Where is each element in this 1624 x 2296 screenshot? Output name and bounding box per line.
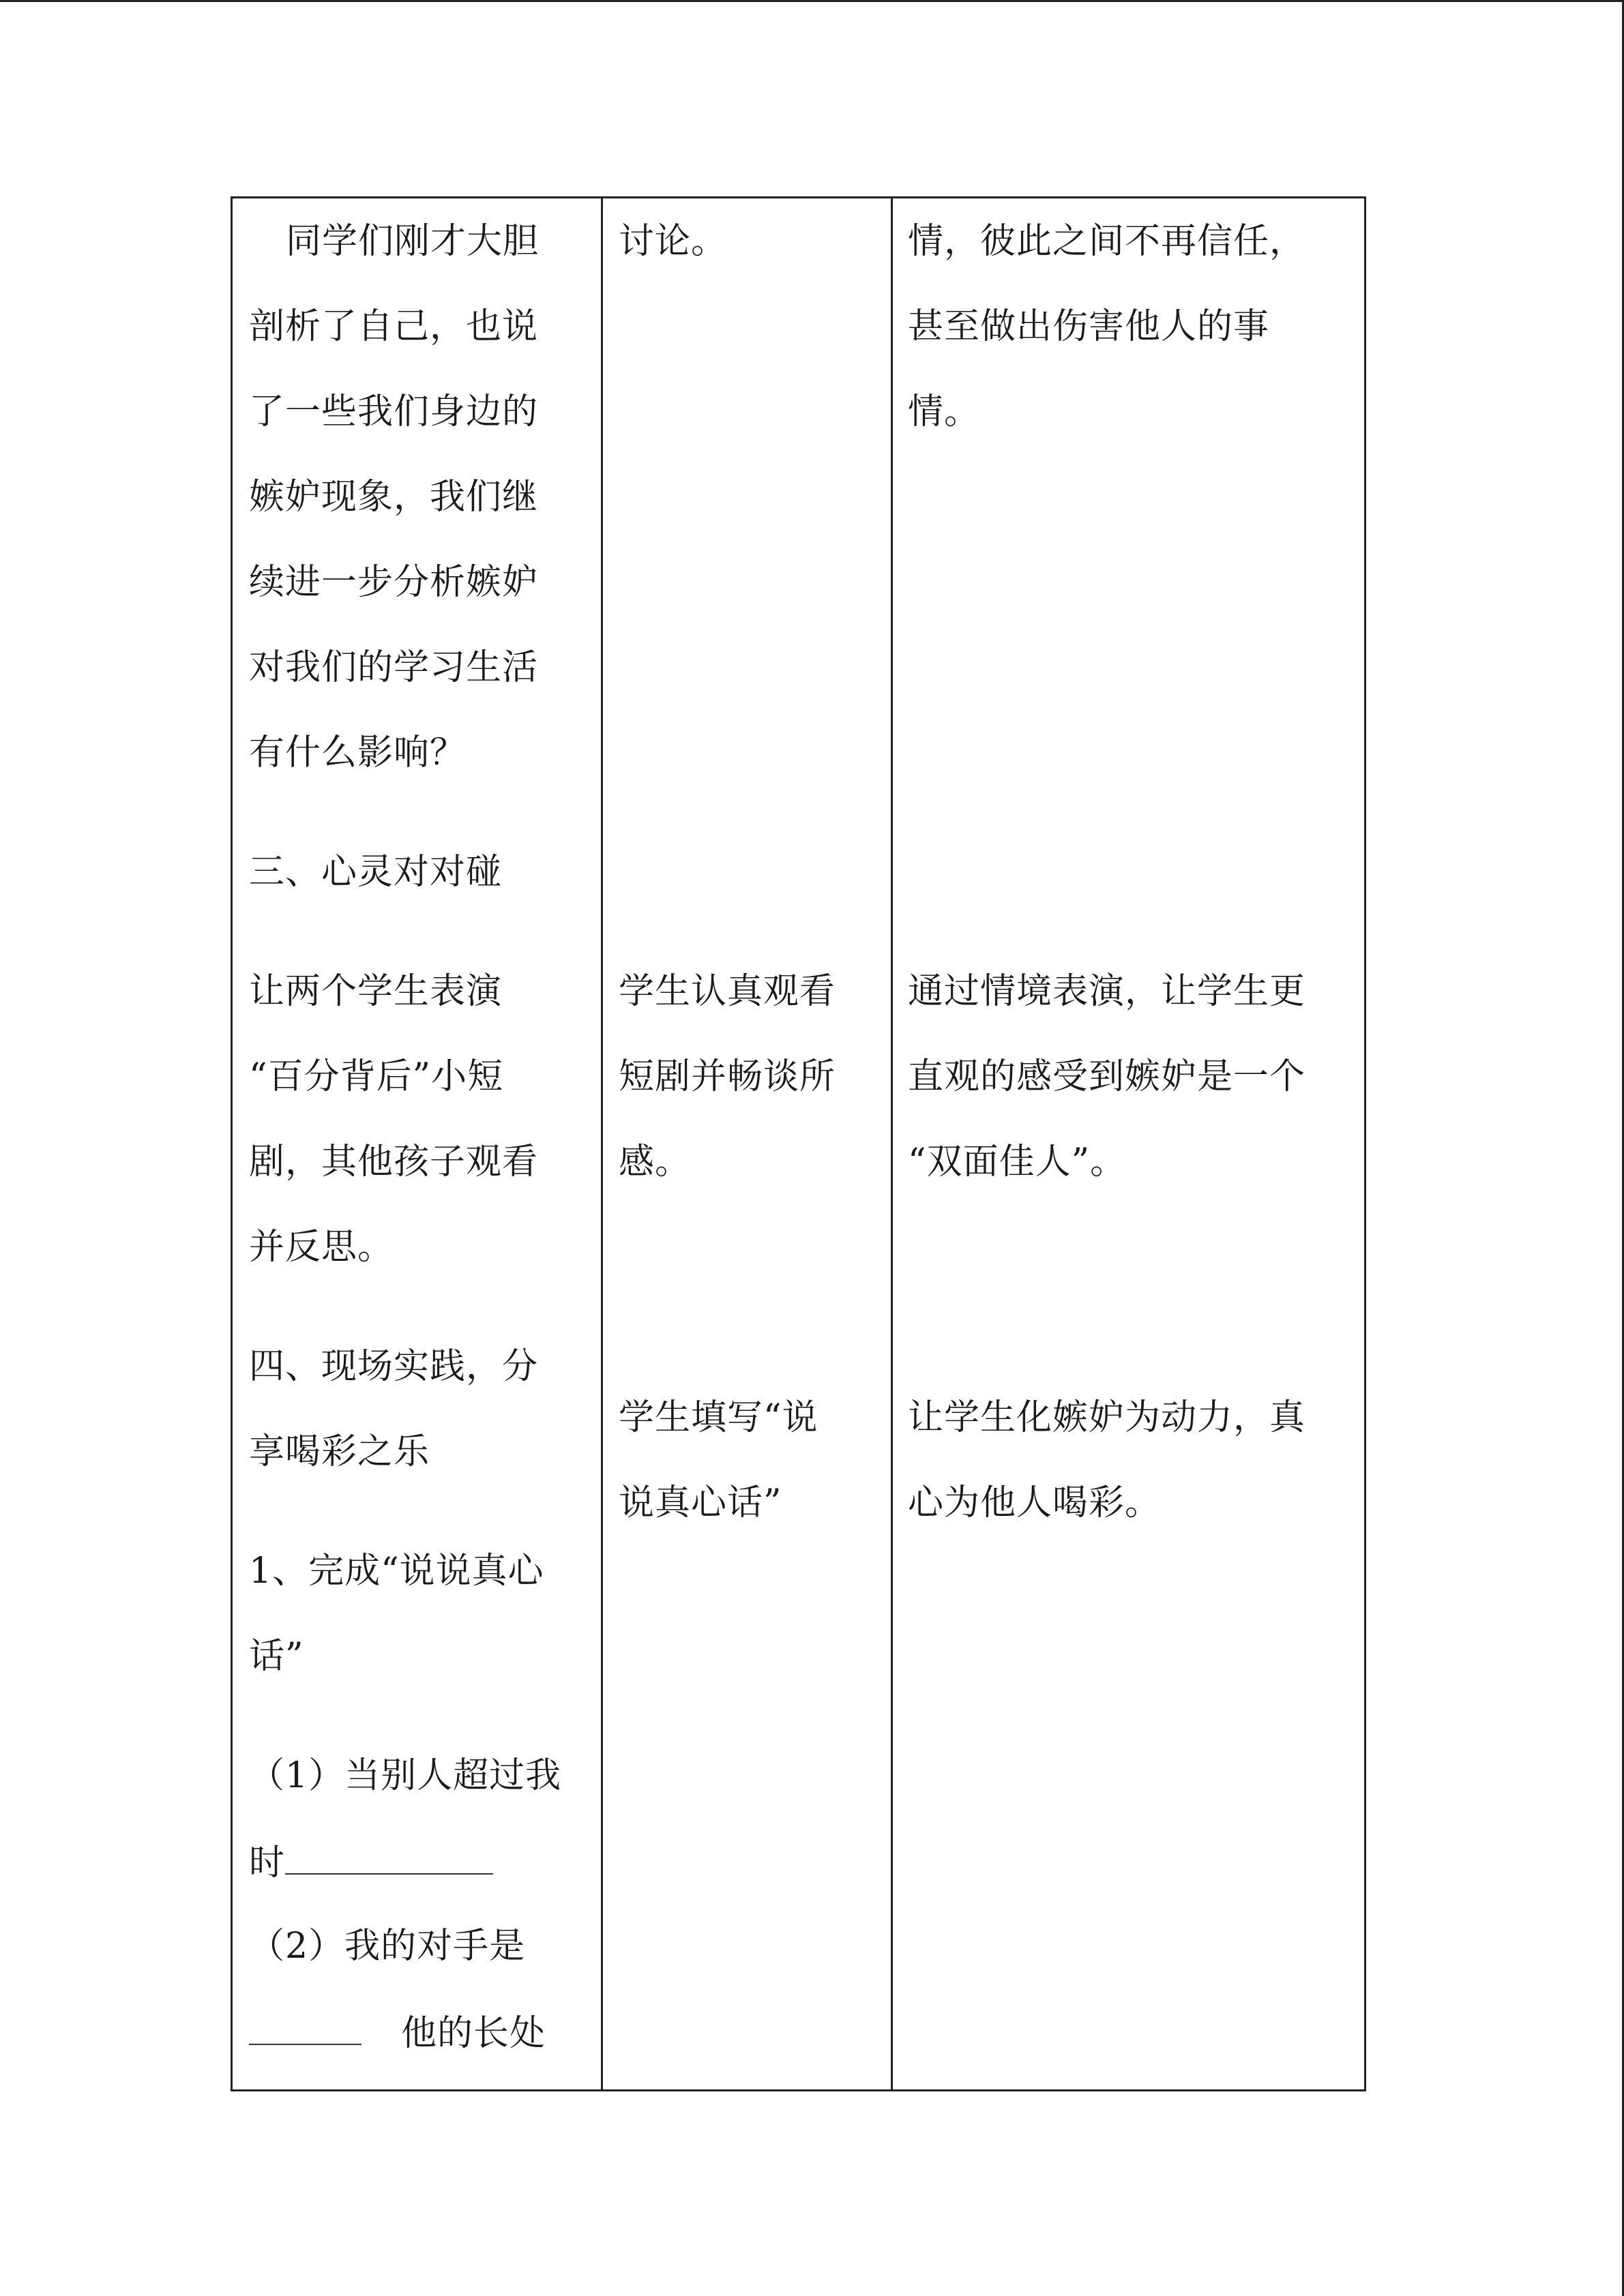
discuss-text: 讨论。	[619, 221, 728, 262]
question1-line-1: （1）当别人超过我	[249, 1755, 562, 1796]
lesson-plan-table	[231, 196, 1366, 2091]
perform-line-1: 通过情境表演，让学生更	[908, 971, 1306, 1012]
question2-tail: 他的长处	[401, 2013, 546, 2054]
intro-line-1: 同学们刚才大胆	[286, 221, 540, 262]
watch-line-1: 学生认真观看	[619, 971, 836, 1012]
motivate-line-2: 心为他人喝彩。	[908, 1482, 1162, 1523]
perform-line-3: “双面佳人”。	[908, 1142, 1127, 1182]
watch-line-2: 短剧并畅谈所	[619, 1056, 836, 1097]
fill-line-1: 学生填写“说	[619, 1397, 818, 1438]
trust-line-1: 情，彼此之间不再信任，	[908, 221, 1306, 262]
trust-line-3: 情。	[908, 391, 981, 432]
answer-blank	[285, 1840, 493, 1875]
question2-line-2	[249, 2011, 546, 2054]
intro-line-4: 嫉妒现象，我们继	[249, 477, 539, 518]
section3-line-4: 并反思。	[249, 1227, 394, 1268]
section4-line-2: 享喝彩之乐	[249, 1431, 430, 1472]
intro-line-3: 了一些我们身边的	[249, 391, 539, 432]
column-divider	[891, 198, 893, 2089]
column-divider	[601, 198, 603, 2089]
page-top-border	[0, 0, 1624, 2]
answer-blank	[249, 2011, 361, 2045]
question2-line-1: （2）我的对手是	[249, 1926, 526, 1967]
perform-line-2: 直观的感受到嫉妒是一个	[908, 1056, 1306, 1097]
intro-line-7: 有什么影响？	[249, 732, 467, 773]
question1-line-2	[249, 1840, 493, 1883]
intro-line-6: 对我们的学习生活	[249, 647, 539, 688]
item1-line-1: 1、完成“说说真心	[249, 1551, 544, 1592]
intro-line-2: 剖析了自己，也说	[249, 306, 539, 347]
section3-line-1: 让两个学生表演	[249, 971, 503, 1012]
section3-line-3: 剧，其他孩子观看	[249, 1142, 539, 1182]
section3-title: 三、心灵对对碰	[249, 852, 503, 893]
section4-line-1: 四、现场实践，分	[249, 1346, 539, 1387]
motivate-line-1: 让学生化嫉妒为动力，真	[908, 1397, 1306, 1438]
fill-line-2: 说真心话”	[619, 1482, 782, 1523]
watch-line-3: 感。	[619, 1142, 692, 1182]
trust-line-2: 甚至做出伤害他人的事	[908, 306, 1270, 347]
section3-line-2: “百分背后”小短	[249, 1056, 504, 1097]
intro-line-5: 续进一步分析嫉妒	[249, 562, 539, 603]
item1-line-2: 话”	[249, 1636, 304, 1677]
question1-prefix: 时	[249, 1843, 286, 1883]
